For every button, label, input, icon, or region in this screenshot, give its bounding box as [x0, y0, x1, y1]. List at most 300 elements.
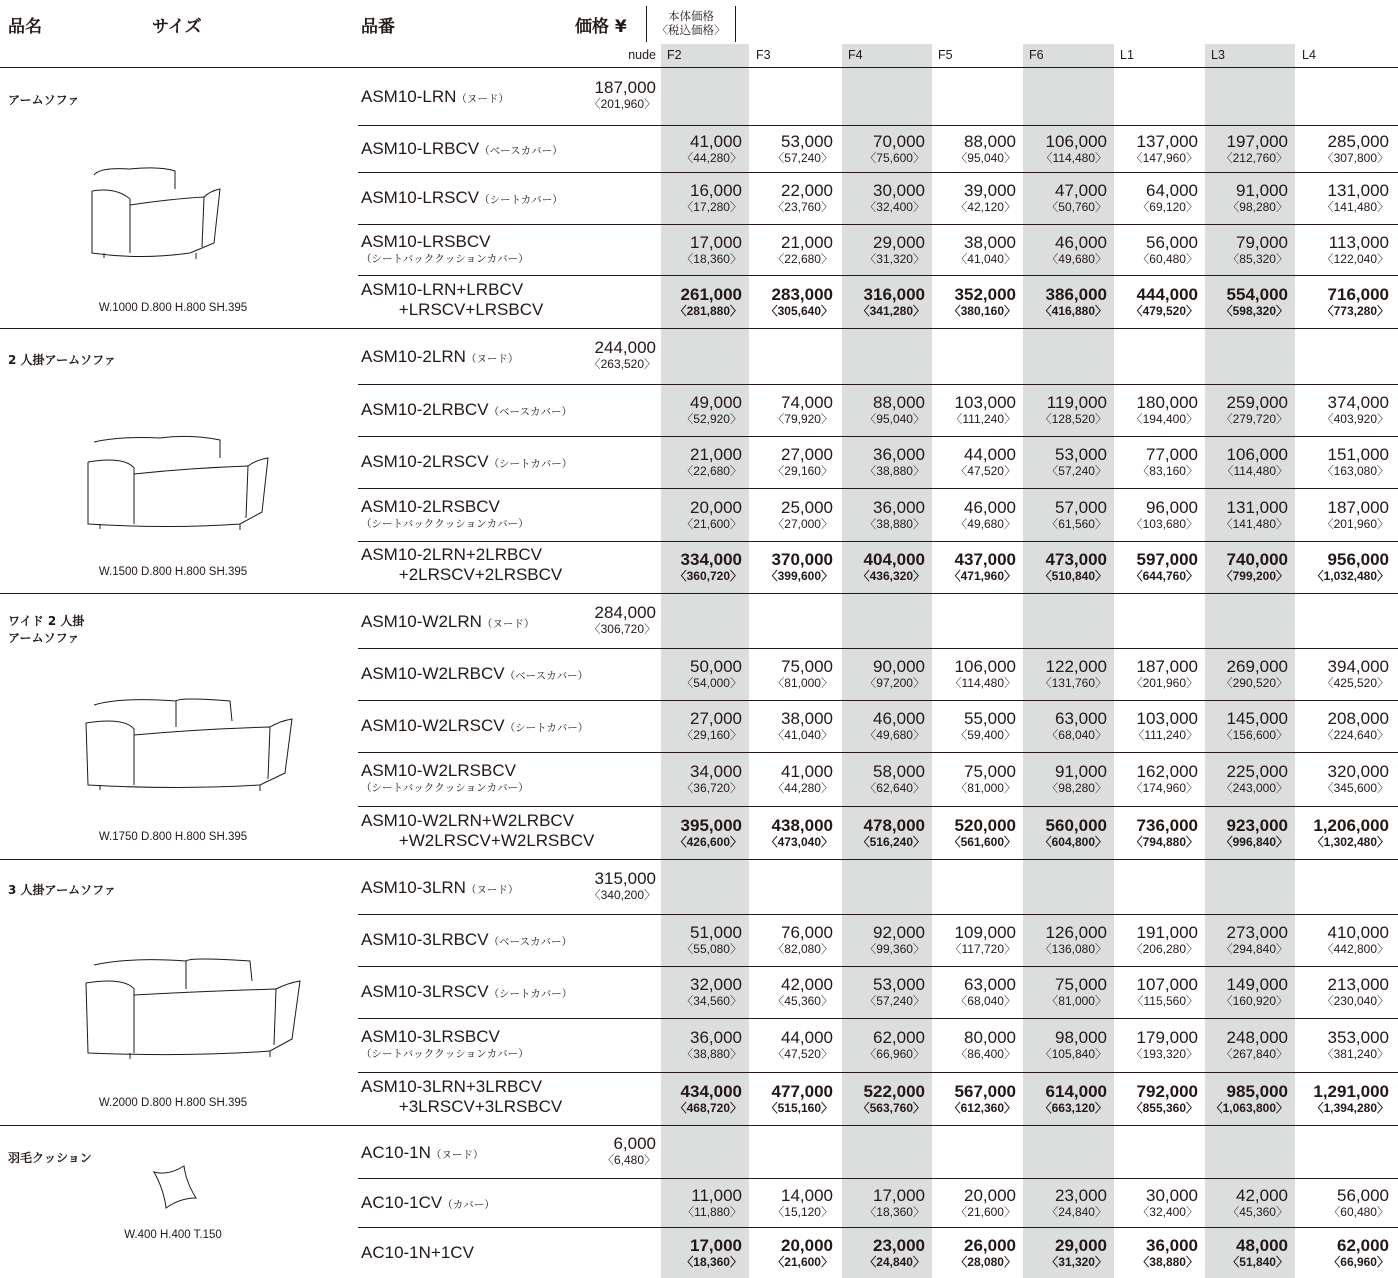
price-value: 27,000 [690, 709, 742, 728]
price-value: 16,000 [690, 181, 742, 200]
price-tax-value: 〈57,240〉 [1046, 464, 1107, 478]
price-value: 38,000 [964, 232, 1016, 252]
price-cell [841, 1029, 925, 1061]
product-code [361, 232, 529, 266]
price-value: 985,000 [1226, 1081, 1288, 1101]
price-value: 32,000 [690, 975, 742, 994]
price-value: 17,000 [873, 1185, 925, 1205]
code-text: ASM10-LRSBCV [361, 231, 491, 251]
price-value: 17,000 [690, 232, 742, 252]
price-cell [1204, 234, 1288, 266]
price-value: 38,000 [781, 709, 833, 728]
price-cell [1305, 976, 1389, 1008]
code-text: ASM10-W2LRSBCV [361, 761, 516, 780]
price-value: 57,000 [1055, 497, 1107, 517]
row-divider [358, 1227, 1398, 1228]
price-value: 64,000 [1146, 181, 1198, 200]
price-tax-value: 〈22,680〉 [681, 464, 742, 478]
price-tax-value: 〈98,280〉 [1227, 200, 1288, 214]
row-divider [358, 436, 1398, 437]
price-value: 520,000 [954, 815, 1016, 835]
product-code [361, 612, 534, 634]
price-cell [658, 446, 742, 478]
price-cell [932, 1083, 1016, 1115]
price-tax-value: 〈799,200〉 [1220, 569, 1288, 583]
price-cell [658, 924, 742, 956]
row-divider [358, 275, 1398, 276]
price-value: 1,206,000 [1313, 815, 1389, 835]
product-code [361, 188, 563, 210]
price-tax-value: 〈147,960〉 [1130, 150, 1198, 165]
price-tax-value: 〈60,480〉 [1137, 251, 1198, 266]
price-tax-value: 〈156,600〉 [1220, 728, 1288, 742]
column-header: F4 [848, 48, 863, 62]
price-value: 187,000 [1327, 497, 1389, 517]
price-value: 47,000 [1055, 181, 1107, 200]
price-value: 22,000 [781, 181, 833, 200]
price-value: 98,000 [1055, 1028, 1107, 1047]
price-value: 36,000 [873, 445, 925, 464]
price-tax-value: 〈54,000〉 [681, 676, 742, 690]
price-tax-value: 〈97,200〉 [864, 676, 925, 690]
price-cell [1305, 394, 1389, 426]
price-tax-value: 〈44,280〉 [681, 150, 742, 165]
price-value: 53,000 [873, 975, 925, 994]
price-value: 145,000 [1226, 709, 1288, 728]
price-tax-value: 〈18,360〉 [681, 1254, 742, 1269]
header-size: サイズ [152, 17, 202, 37]
column-nude: nude [628, 48, 656, 62]
price-cell [932, 763, 1016, 795]
price-tax-value: 〈69,120〉 [1137, 200, 1198, 214]
price-tax-value: 〈27,000〉 [772, 516, 833, 531]
price-cell [932, 182, 1016, 214]
price-tax-value: 〈201,960〉 [588, 96, 656, 111]
price-tax-value: 〈128,520〉 [1039, 412, 1107, 426]
price-tax-value: 〈24,840〉 [1046, 1204, 1107, 1219]
price-cell [1114, 499, 1198, 531]
code-note: （ヌード） [456, 92, 509, 105]
price-cell [1114, 394, 1198, 426]
price-tax-value: 〈23,760〉 [772, 200, 833, 214]
product-dimensions: W.400 H.400 T.150 [124, 1229, 222, 1241]
price-value: 191,000 [1136, 923, 1198, 942]
price-tax-value: 〈31,320〉 [1046, 1254, 1107, 1269]
price-value: 103,000 [1136, 709, 1198, 728]
price-tax-value: 〈281,880〉 [674, 303, 742, 318]
price-tax-value: 〈340,200〉 [588, 887, 656, 902]
row-divider [358, 1178, 1398, 1179]
product-code [361, 400, 572, 422]
product-code [361, 930, 572, 952]
price-value: 107,000 [1136, 975, 1198, 994]
price-tax-value: 〈345,600〉 [1321, 781, 1389, 795]
price-tax-value: 〈122,040〉 [1321, 251, 1389, 266]
code-text: AC10-1N [361, 1142, 431, 1162]
price-tax-value: 〈381,240〉 [1321, 1047, 1389, 1061]
price-tax-value: 〈426,600〉 [674, 834, 742, 849]
price-cell [749, 710, 833, 742]
price-tax-value: 〈136,080〉 [1039, 942, 1107, 956]
price-tax-value: 〈1,063,800〉 [1210, 1100, 1288, 1115]
price-value: 17,000 [690, 1235, 742, 1255]
row-divider [358, 806, 1398, 807]
price-tax-value: 〈290,520〉 [1220, 676, 1288, 690]
price-tax-value: 〈62,640〉 [864, 781, 925, 795]
price-tax-value: 〈86,400〉 [955, 1047, 1016, 1061]
code-text: ASM10-LRSCV [361, 188, 480, 207]
price-value: 119,000 [1046, 393, 1107, 412]
price-cell [1023, 658, 1107, 690]
code-text: ASM10-2LRSCV [361, 452, 489, 471]
price-value: 197,000 [1226, 131, 1288, 151]
price-cell [841, 658, 925, 690]
price-cell [1114, 924, 1198, 956]
price-tax-value: 〈561,600〉 [948, 834, 1016, 849]
price-cell [1305, 1237, 1389, 1269]
price-value: 444,000 [1136, 284, 1198, 304]
price-tax-value: 〈95,040〉 [864, 412, 925, 426]
price-cell [749, 1083, 833, 1115]
product-dimensions: W.2000 D.800 H.800 SH.395 [98, 1097, 248, 1109]
price-cell [1305, 817, 1389, 849]
column-header: F5 [938, 48, 953, 62]
product-code [361, 1027, 529, 1061]
price-cell [658, 182, 742, 214]
price-value: 36,000 [873, 497, 925, 517]
price-cell [1204, 976, 1288, 1008]
price-tax-value: 〈79,920〉 [772, 412, 833, 426]
price-value: 477,000 [771, 1081, 833, 1101]
code-note: （ベースカバー） [488, 936, 573, 948]
price-value: 353,000 [1327, 1028, 1389, 1047]
price-cell [1114, 1029, 1198, 1061]
price-cell [658, 499, 742, 531]
price-tax-value: 〈201,960〉 [1130, 676, 1198, 690]
price-value: 92,000 [873, 923, 925, 942]
price-cell [932, 976, 1016, 1008]
code-text: ASM10-LRBCV [361, 138, 480, 158]
price-tax-value: 〈515,160〉 [765, 1100, 833, 1115]
price-value: 923,000 [1226, 815, 1288, 835]
price-tax-value: 〈17,280〉 [681, 200, 742, 214]
price-cell [1204, 499, 1288, 531]
price-tax-value: 〈243,000〉 [1220, 781, 1288, 795]
price-value: 180,000 [1136, 393, 1198, 412]
set-code: ASM10-2LRN+2LRBCV +2LRSCV+2LRSBCV [361, 545, 563, 584]
price-tax-value: 〈42,120〉 [955, 200, 1016, 214]
code-text: ASM10-3LRBCV [361, 930, 489, 949]
price-tax-value: 〈114,480〉 [1221, 464, 1288, 478]
price-cell [1114, 710, 1198, 742]
price-value: 96,000 [1146, 497, 1198, 517]
price-value: 79,000 [1236, 232, 1288, 252]
price-cell [749, 1187, 833, 1219]
price-cell [1114, 234, 1198, 266]
price-tax-value: 〈206,280〉 [1130, 942, 1198, 956]
price-cell [1305, 286, 1389, 318]
price-value: 56,000 [1337, 1185, 1389, 1205]
price-tax-value: 〈160,920〉 [1220, 994, 1288, 1008]
price-cell [749, 133, 833, 165]
price-cell [749, 1029, 833, 1061]
price-value: 23,000 [1055, 1185, 1107, 1205]
nude-price [540, 1135, 656, 1167]
price-cell [1023, 551, 1107, 583]
row-divider [358, 914, 1398, 915]
price-tax-value: 〈115,560〉 [1131, 994, 1198, 1008]
price-value: 23,000 [873, 1235, 925, 1255]
price-tax-value: 〈61,560〉 [1046, 516, 1107, 531]
row-divider [358, 1072, 1398, 1073]
price-tax-value: 〈773,280〉 [1321, 303, 1389, 318]
price-cell [1023, 817, 1107, 849]
price-cell [749, 286, 833, 318]
price-tax-value: 〈479,520〉 [1130, 303, 1198, 318]
price-value: 46,000 [873, 709, 925, 728]
price-tax-value: 〈416,880〉 [1039, 303, 1107, 318]
price-cell [749, 394, 833, 426]
price-value: 284,000 [594, 602, 656, 622]
price-value: 75,000 [964, 762, 1016, 781]
three-seat-sofa-icon [80, 953, 310, 1063]
code-note: （シートバッククッションカバー） [361, 1048, 529, 1060]
cushion-icon [150, 1164, 200, 1210]
row-divider [358, 384, 1398, 385]
price-value: 126,000 [1045, 923, 1107, 942]
price-cell [1204, 710, 1288, 742]
price-tax-value: 〈510,840〉 [1039, 569, 1107, 583]
price-value: 106,000 [1226, 445, 1288, 464]
code-note: （シートバッククッションカバー） [361, 252, 529, 265]
price-cell [1114, 1083, 1198, 1115]
price-cell [932, 658, 1016, 690]
price-value: 49,000 [690, 393, 742, 412]
product-dimensions: W.1000 D.800 H.800 SH.395 [98, 302, 248, 314]
price-value: 20,000 [690, 497, 742, 517]
price-tax-value: 〈75,600〉 [864, 150, 925, 165]
price-value: 62,000 [873, 1028, 925, 1047]
price-cell [658, 394, 742, 426]
price-cell [1114, 182, 1198, 214]
price-value: 560,000 [1045, 815, 1107, 835]
price-tax-value: 〈38,880〉 [864, 464, 925, 478]
price-cell [658, 286, 742, 318]
price-value: 62,000 [1337, 1235, 1389, 1255]
price-cell [658, 658, 742, 690]
price-cell [1204, 394, 1288, 426]
product-code [361, 139, 563, 161]
price-value: 151,000 [1327, 445, 1389, 464]
price-tax-value: 〈194,400〉 [1130, 412, 1198, 426]
price-cell [1305, 1029, 1389, 1061]
code-text: ASM10-2LRBCV [361, 400, 489, 419]
product-code [361, 878, 518, 900]
code-note: （カバー） [442, 1198, 495, 1211]
price-cell [1305, 1187, 1389, 1219]
price-tax-value: 〈29,160〉 [772, 464, 833, 478]
price-tax-value: 〈341,280〉 [857, 303, 925, 318]
product-code [361, 716, 588, 738]
price-tax-value: 〈1,032,480〉 [1311, 569, 1389, 583]
header-price: 価格 ¥ [575, 17, 627, 37]
price-tax-value: 〈38,880〉 [1137, 1254, 1198, 1269]
price-tax-value: 〈111,240〉 [1132, 728, 1198, 742]
price-tax-value: 〈442,800〉 [1321, 942, 1389, 956]
price-tax-value: 〈21,600〉 [681, 516, 742, 531]
price-cell [932, 234, 1016, 266]
set-code: ASM10-W2LRN+W2LRBCV +W2LRSCV+W2LRSBCV [361, 810, 595, 850]
price-cell [1023, 1187, 1107, 1219]
price-tax-value: 〈47,520〉 [772, 1047, 833, 1061]
price-value: 113,000 [1328, 232, 1389, 252]
product-name: 2 人掛アームソファ [8, 353, 116, 367]
price-tax-value: 〈230,040〉 [1321, 994, 1389, 1008]
price-value: 70,000 [873, 131, 925, 151]
price-value: 283,000 [771, 284, 833, 304]
price-value: 21,000 [781, 232, 833, 252]
price-value: 91,000 [1055, 762, 1107, 781]
price-value: 11,000 [691, 1185, 742, 1205]
price-tax-value: 〈18,360〉 [681, 251, 742, 266]
price-cell [932, 133, 1016, 165]
price-value: 567,000 [954, 1081, 1016, 1101]
price-tax-value: 〈6,480〉 [601, 1152, 656, 1167]
price-tax-value: 〈141,480〉 [1321, 200, 1389, 214]
price-value: 269,000 [1226, 657, 1288, 676]
price-value: 63,000 [1055, 709, 1107, 728]
price-tax-value: 〈31,320〉 [864, 251, 925, 266]
price-cell [1305, 924, 1389, 956]
price-value: 6,000 [613, 1133, 656, 1153]
price-tax-value: 〈612,360〉 [948, 1100, 1016, 1115]
wide-two-seat-sofa-icon [80, 693, 300, 793]
price-cell [841, 924, 925, 956]
price-tax-value: 〈473,040〉 [765, 834, 833, 849]
price-tax-value: 〈68,040〉 [955, 994, 1016, 1008]
price-cell [1305, 182, 1389, 214]
code-text: ASM10-LRN [361, 86, 457, 106]
price-tax-value: 〈60,480〉 [1328, 1204, 1389, 1219]
price-value: 20,000 [964, 1185, 1016, 1205]
price-cell [1204, 286, 1288, 318]
price-tax-value: 〈52,920〉 [681, 412, 742, 426]
row-divider [358, 172, 1398, 173]
price-value: 554,000 [1226, 284, 1288, 304]
price-cell [932, 710, 1016, 742]
price-tax-value: 〈32,400〉 [1137, 1204, 1198, 1219]
price-cell [1204, 551, 1288, 583]
price-cell [658, 1083, 742, 1115]
row-divider [358, 752, 1398, 753]
price-tax-value: 〈55,080〉 [681, 942, 742, 956]
price-value: 44,000 [781, 1028, 833, 1047]
product-divider [0, 328, 1398, 329]
code-note: （シートカバー） [504, 722, 589, 734]
price-tax-value: 〈41,040〉 [955, 251, 1016, 266]
price-tax-value: 〈95,040〉 [955, 150, 1016, 165]
price-tax-value: 〈794,880〉 [1130, 834, 1198, 849]
price-tax-value: 〈11,880〉 [682, 1204, 742, 1219]
price-tax-value: 〈360,720〉 [674, 569, 742, 583]
price-cell [932, 817, 1016, 849]
price-tax-value: 〈425,520〉 [1321, 676, 1389, 690]
price-value: 34,000 [690, 762, 742, 781]
product-code [361, 1193, 495, 1215]
price-cell [1204, 1029, 1288, 1061]
price-value: 248,000 [1226, 1028, 1288, 1047]
product-code [361, 452, 572, 474]
price-cell [1114, 446, 1198, 478]
nude-price [540, 604, 656, 636]
price-cell [932, 286, 1016, 318]
price-cell [1114, 1187, 1198, 1219]
code-note: （ベースカバー） [479, 144, 563, 157]
price-tax-value: 〈49,680〉 [1046, 251, 1107, 266]
price-tax-value: 〈45,360〉 [1227, 1204, 1288, 1219]
code-text: ASM10-2LRSBCV [361, 496, 500, 516]
price-tax-value: 〈117,720〉 [949, 942, 1016, 956]
price-tax-value: 〈114,480〉 [949, 676, 1016, 690]
price-tax-value: 〈32,400〉 [864, 200, 925, 214]
price-cell [841, 133, 925, 165]
price-tax-value: 〈68,040〉 [1046, 728, 1107, 742]
price-tax-value: 〈604,800〉 [1039, 834, 1107, 849]
price-value: 1,291,000 [1313, 1081, 1389, 1101]
price-tax-value: 〈105,840〉 [1039, 1047, 1107, 1061]
price-cell [1204, 658, 1288, 690]
price-value: 334,000 [680, 550, 742, 569]
price-cell [1305, 658, 1389, 690]
two-seat-sofa-icon [80, 432, 280, 532]
price-cell [1114, 976, 1198, 1008]
row-divider [358, 966, 1398, 967]
price-value: 75,000 [781, 657, 833, 676]
price-cell [1023, 1237, 1107, 1269]
price-value: 137,000 [1136, 131, 1198, 151]
price-tax-value: 〈81,000〉 [1046, 994, 1107, 1008]
row-divider [358, 541, 1398, 542]
price-value: 46,000 [964, 497, 1016, 517]
code-note: （シートバッククッションカバー） [361, 517, 529, 530]
price-cell [658, 1029, 742, 1061]
price-value: 370,000 [771, 550, 833, 569]
price-value: 131,000 [1226, 497, 1288, 517]
set-code: ASM10-3LRN+3LRBCV +3LRSCV+3LRSBCV [361, 1076, 563, 1116]
price-tax-value: 〈18,360〉 [864, 1204, 925, 1219]
price-tax-value: 〈50,760〉 [1046, 200, 1107, 214]
price-value: 225,000 [1226, 762, 1288, 781]
price-cell [749, 817, 833, 849]
price-value: 56,000 [1146, 232, 1198, 252]
column-header: F6 [1029, 48, 1044, 62]
code-note: （ヌード） [465, 883, 519, 896]
price-value: 597,000 [1136, 550, 1198, 569]
price-value: 77,000 [1146, 445, 1198, 464]
price-value: 29,000 [1055, 1235, 1107, 1255]
price-cell [1023, 1029, 1107, 1061]
price-cell [658, 763, 742, 795]
price-value: 41,000 [690, 131, 742, 151]
price-cell [749, 499, 833, 531]
price-cell [1114, 133, 1198, 165]
row-divider [358, 488, 1398, 489]
price-cell [1114, 763, 1198, 795]
code-note: （ベースカバー） [488, 406, 573, 418]
price-value: 20,000 [781, 1235, 833, 1255]
price-value: 75,000 [1055, 975, 1107, 994]
price-value: 320,000 [1327, 762, 1389, 781]
